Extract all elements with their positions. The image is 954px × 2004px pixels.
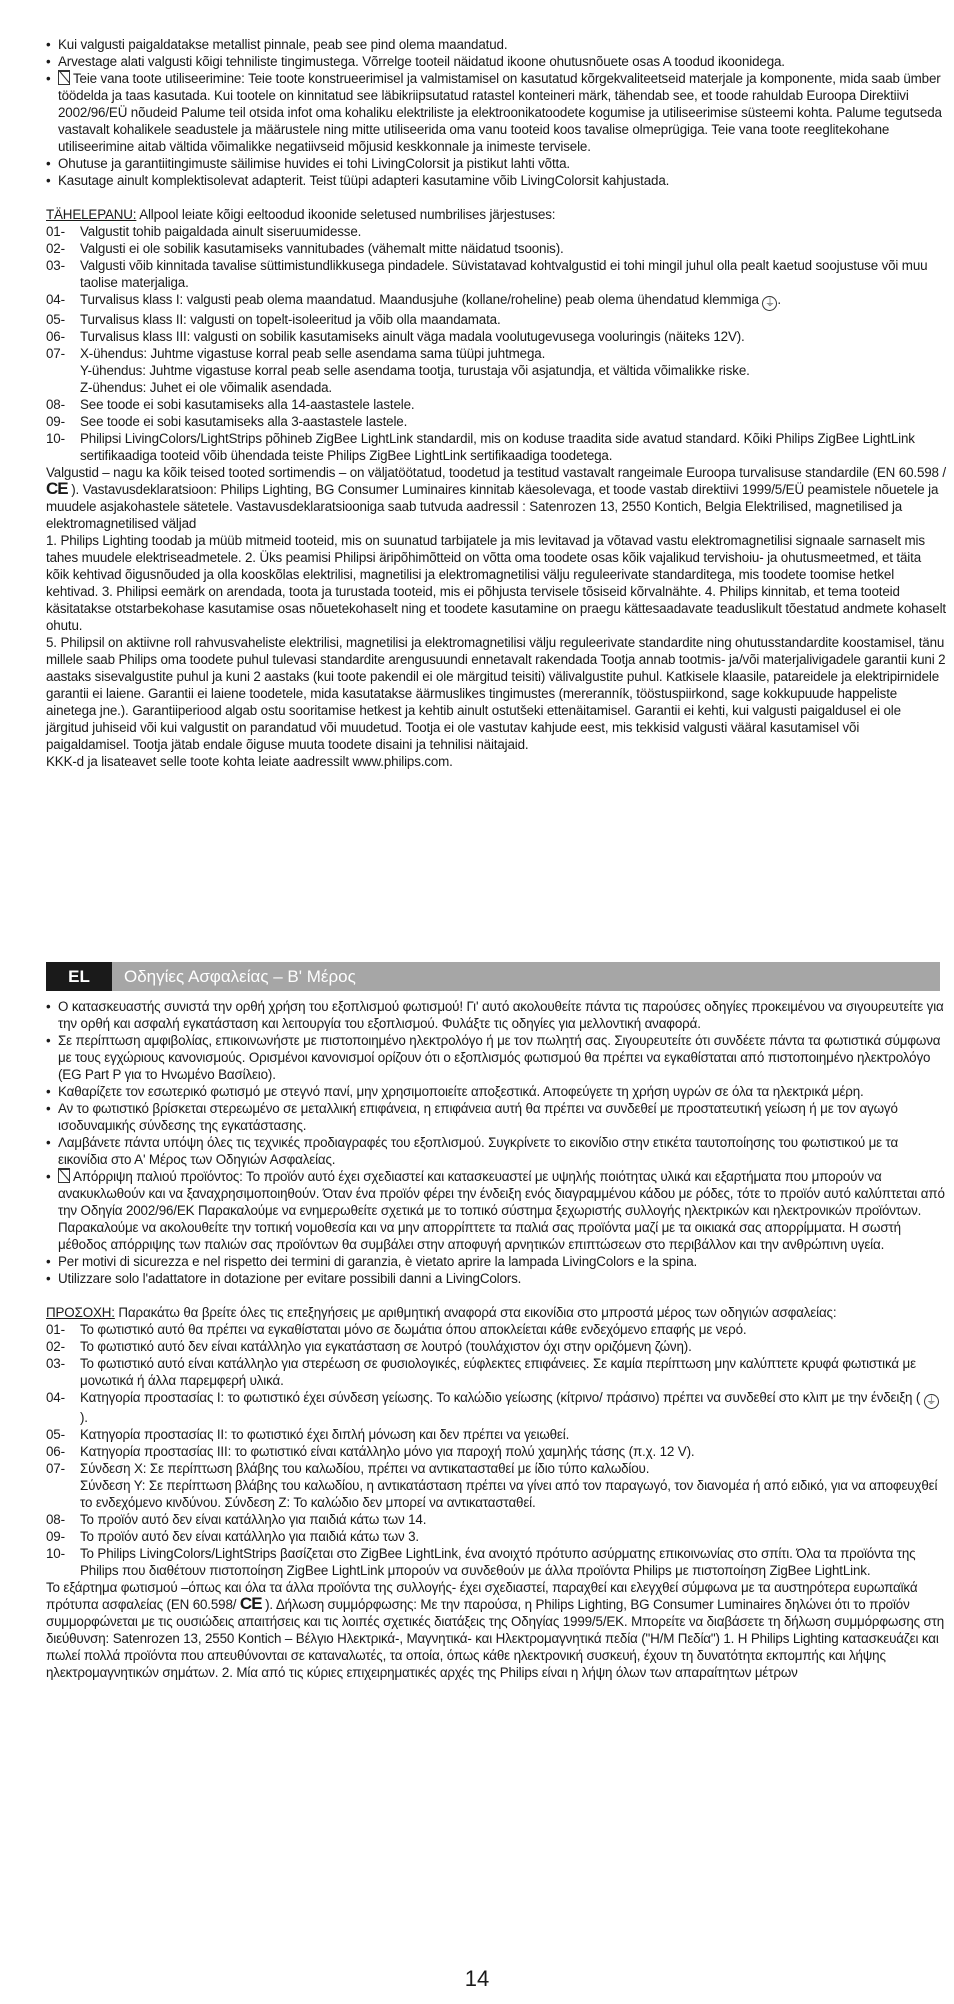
et-warranty-paragraph: 5. Philipsil on aktiivne roll rahvusvaheliste elektrilisi, magnetilisi ja elektromagnetilisi välju reguleerivate standardite ning ohutusstandardite koostamisel, tänu millele saab Philips oma toodete puhul tulevasi standardite arengusuundi ennetavalt rakendada Tootja annab tootmis- ja/või materjalivigadele garantii kuni 2 aastaks sisevalgustite puhul ja kuni 2 aastaks (kui toote pakendil ei ole märgitud teisiti) välivalgustite puhul. Katkisele klaasile, patareidele ja elektripirnidele garantii ei laiene. Garantii ei laiene toodetele, mida kasutatakse äärmuslikes tingimustes (mereranník, tööstuspiirkond, sage kokkupuude happeliste ainetega jne.). Garantiiperiood algab ostu sooritamise hetkest ja kehtib ainult ostutšeki ettenäitamisel. Garantii ei kehti, kui valgusti paigaldusel ei ole järgitud juhiseid või kui valgustit on parandatud või muudetud. Tootja ei ole vastutav kahjude eest, mis tekkisid valgusti vääral kasutamisel või paigaldamisel. Tootja jätab endale õiguse muuta toodete disaini ja tehnilisi näitajaid. (46, 635, 946, 752)
et-bullet-list (46, 36, 946, 189)
list-item: • Per motivi di sicurezza e nel rispetto dei termini di garanzia, è vietato aprire la lampada LivingColors e la spina. (46, 1253, 946, 1270)
list-item: 07- X-ühendus: Juhtme vigastuse korral peab selle asendama sama tüüpi juhtmega. Y-ühendus: Juhtme vigastuse korral peab selle asendama tootja, turustaja või asjatundja, et vältida võimalikke riske. Z-ühendus: Juhet ei ole võimalik asendada. (46, 346, 750, 395)
list-item: • Utilizzare solo l'adattatore in dotazione per evitare possibili danni a LivingColors. (46, 1270, 946, 1287)
list-item: 09- Το προϊόν αυτό δεν είναι κατάλληλο για παιδιά κάτω των 3. (46, 1529, 419, 1544)
list-item: 04- Turvalisus klass I: valgusti peab olema maandatud. Maandusjuhe (kollane/roheline) peab olema ühendatud klemmiga ⏚ . (46, 292, 781, 309)
et-faq-line: KKK-d ja lisateavet selle toote kohta leiate aadressilt www.philips.com. (46, 754, 453, 769)
section-title: Οδηγίες Ασφαλείας – Β' Μέρος (124, 967, 356, 986)
et-note: TÄHELEPANU: Allpool leiate kõigi eeltoodud ikoonide seletused numbrilises järjestuses: (46, 207, 556, 222)
list-item: 01- Το φωτιστικό αυτό θα πρέπει να εγκαθίσταται μόνο σε δωμάτια όπου αποκλείεται κάθε ενδεχόμενο επαφής με νερό. (46, 1322, 747, 1337)
ce-mark-icon: CE (46, 479, 68, 498)
ground-icon: ⏚ (762, 296, 777, 311)
list-item: 09- See toode ei sobi kasutamiseks alla 3-aastastele lastele. (46, 414, 408, 429)
list-item: • Ο κατασκευαστής συνιστά την ορθή χρήση του εξοπλισμού φωτισμού! Γι' αυτό ακολουθείτε πάντα τις παρούσες οδηγίες προκειμένου να σιγουρευτείτε για την ορθή και ασφαλή εγκατάσταση και λειτουργία του εξοπλισμού. Φυλάξτε τις οδηγίες για μελλοντική αναφορά. (46, 998, 946, 1032)
list-item: 08- Το προϊόν αυτό δεν είναι κατάλληλο για παιδιά κάτω των 14. (46, 1512, 427, 1527)
list-item: • Arvestage alati valgusti kõigi tehniliste tingimustega. Võrrelge tooteil näidatud ikoone ohutusnõuete osas A toodud ikoonidega. (46, 53, 946, 70)
list-item: 10- Το Philips LivingColors/LightStrips βασίζεται στο ZigBee LightLink, ένα ανοιχτό πρότυπο ασύρματης επικοινωνίας στο σπίτι. Όλα τα προϊόντα της Philips που διαθέτουν πιστοποίηση ZigBee LightLink μπορούν να συνδεθούν με άλλα προϊόντα Philips με πιστοποίηση ZigBee LightLink. (46, 1546, 916, 1578)
el-note: ΠΡΟΣΟΧΗ: Παρακάτω θα βρείτε όλες τις επεξηγήσεις με αριθμητική αναφορά στα εικονίδια στο μπροστά μέρος των οδηγιών ασφαλείας: (46, 1305, 837, 1320)
crossed-bin-icon (58, 1168, 70, 1183)
page-number: 14 (464, 1966, 490, 1991)
section-header-bar (46, 962, 940, 991)
ce-mark-icon: CE (239, 1594, 262, 1613)
et-section (46, 36, 946, 770)
list-item: 03- Valgusti võib kinnitada tavalise süttimistundlikkusega pindadele. Süvistatavad kohtvalgustid ei tohi mingil juhul olla pealt kaetud soojustuse või muu taolise materjaliga. (46, 258, 928, 290)
list-item: 05- Κατηγορία προστασίας ΙΙ: το φωτιστικό έχει διπλή μόνωση και δεν πρέπει να γειωθεί. (46, 1427, 570, 1442)
list-item: 01- Valgustit tohib paigaldada ainult siseruumidesse. (46, 224, 362, 239)
el-numbered-list (46, 1321, 946, 1579)
list-item: 10- Philipsi LivingColors/LightStrips põhineb ZigBee LightLink standardil, mis on koduse traadita side avatud standard. Kõiki Philips ZigBee LightLink sertifikaadiga tooteid võib ühendada teiste Philips ZigBee LightLink sertifikaadiga toodetega. (46, 431, 915, 463)
el-bullet-list (46, 998, 946, 1287)
et-numbered-list (46, 223, 946, 464)
list-item: 08- See toode ei sobi kasutamiseks alla 14-aastastele lastele. (46, 397, 415, 412)
list-item: 02- Valgusti ei ole sobilik kasutamiseks vannitubades (vähemalt mitte näidatud tsoonis). (46, 241, 564, 256)
list-item: • Καθαρίζετε τον εσωτερικό φωτισμό με στεγνό πανί, μην χρησιμοποιείτε αποξεστικά. Αποφεύγετε τη χρήση υγρών σε όλα τα ηλεκτρικά μέρη. (46, 1083, 946, 1100)
list-item: • Αν το φωτιστικό βρίσκεται στερεωμένο σε μεταλλική επιφάνεια, η επιφάνεια αυτή θα πρέπει να συνδεθεί με προστατευτική γείωση ή με τον αγωγό ισοδυναμικής σύνδεσης της εγκατάστασης. (46, 1100, 946, 1134)
list-item: 07- Σύνδεση Χ: Σε περίπτωση βλάβης του καλωδίου, πρέπει να αντικατασταθεί με ίδιο τύπο καλωδίου. Σύνδεση Υ: Σε περίπτωση βλάβης του καλωδίου, η αντικατάσταση πρέπει να γίνει από τον παραγωγό, τον διανομέα ή από ειδικό, για να αποφευχθεί το ενδεχόμενο κινδύνου. Σύνδεση Ζ: Το καλώδιο δεν μπορεί να αντικατασταθεί. (46, 1461, 938, 1510)
list-item: 04- Κατηγορία προστασίας Ι: το φωτιστικό έχει σύνδεση γείωσης. Το καλώδιο γείωσης (κίτρινο/ πράσινο) πρέπει να συνδεθεί στο κλιπ με την ένδειξη ( ⏚ ). (46, 1389, 946, 1426)
list-item: • Λαμβάνετε πάντα υπόψη όλες τις τεχνικές προδιαγραφές του εξοπλισμού. Συγκρίνετε το εικονίδιο στην ετικέτα ταυτοποίησης του φωτιστικού με τα εικονίδια στο Α' Μέρος των Οδηγιών Ασφαλείας. (46, 1134, 946, 1168)
el-section (46, 998, 946, 1681)
list-item: 06- Κατηγορία προστασίας ΙΙΙ: το φωτιστικό είναι κατάλληλο μόνο για παροχή πολύ χαμηλής τάσης (π.χ. 12 V). (46, 1444, 695, 1459)
list-item: • Σε περίπτωση αμφιβολίας, επικοινωνήστε με πιστοποιημένο ηλεκτρολόγο ή με τον πωλητή σας. Σιγουρευτείτε ότι συνδέετε πάντα τα φωτιστικά σύμφωνα με τους εγχώριους κανονισμούς. Ορισμένοι κανονισμοί ορίζουν ότι ο εξοπλισμός φωτισμού θα πρέπει να εγκαθίσταται από πιστοποιημένο ηλεκτρολόγο (EG Part P για το Ηνωμένο Βασίλειο). (46, 1032, 946, 1083)
language-code-badge: EL (46, 962, 112, 991)
list-item: • Teie vana toote utiliseerimine: Teie toote konstrueerimisel ja valmistamisel on kasutatud kõrgekvaliteetseid materjale ja komponente, mida saab ümber töödelda ja taas kasutada. Kui tootele on kinnitatud see läbikriipsutatud ratastel konteineri märk, tähendab see, et toode rahuldab Euroopa Direktiivi 2002/96/EÜ nõudeid Palume teil otsida infot oma kohaliku elektriliste ja elektroonikatoodete kogumise ja utiliseerimise süsteemi kohta. Palume tegutseda vastavalt kohalikele seadustele ja määrustele ning mitte utiliseerida oma vanu tooteid koos tavalise olmeprügiga. Teie vana toote reeglitekohane utiliseerimine aitab vältida võimalikke negatiivseid mõjusid keskkonnale ja inimeste tervisele. (46, 70, 946, 155)
note-label: TÄHELEPANU: (46, 207, 137, 222)
note-label: ΠΡΟΣΟΧΗ: (46, 1305, 115, 1320)
list-item: • Kasutage ainult komplektisolevat adapterit. Teist tüüpi adapteri kasutamine võib LivingColorsit kahjustada. (46, 172, 946, 189)
list-item: • Απόρριψη παλιού προϊόντος: Το προϊόν αυτό έχει σχεδιαστεί και κατασκευαστεί με υψηλής ποιότητας υλικά και εξαρτήματα που μπορούν να ανακυκλωθούν και να ξαναχρησιμοποιηθούν. Όταν ένα προϊόν φέρει την ένδειξη ενός διαγραμμένου κάδου με ρόδες, τότε το προϊόν αυτό καλύπτεται από την Οδηγία 2002/96/ΕΚ Παρακαλούμε να ενημερωθείτε σχετικά με το τοπικό σύστημα ξεχωριστής συλλογής ηλεκτρικών και ηλεκτρονικών προϊόντων. Παρακαλούμε να ακολουθείτε την τοπική νομοθεσία και να μην απορρίπτετε τα παλιά σας προϊόντα μαζί με τα οικιακά σας απορρίμματα. Η σωστή μέθοδος απόρριψης των παλιών σας προϊόντων θα συμβάλει στην αποφυγή αρνητικών επιπτώσεων στο περιβάλλον και την ανθρώπινη υγεία. (46, 1168, 946, 1253)
list-item: • Ohutuse ja garantiitingimuste säilimise huvides ei tohi LivingColorsit ja pistikut lahti võtta. (46, 155, 946, 172)
list-item: 02- Το φωτιστικό αυτό δεν είναι κατάλληλο για εγκατάσταση σε λουτρό (τουλάχιστον όχι στην οριζόμενη ζώνη). (46, 1339, 692, 1354)
list-item: 03- Το φωτιστικό αυτό είναι κατάλληλο για στερέωση σε φυσιολογικές, εύφλεκτες επιφάνειες. Σε καμία περίπτωση μην καλύπτετε κρυφά φωτιστικά με μονωτικά ή άλλα παρεμφερή υλικά. (46, 1356, 916, 1388)
list-item: 05- Turvalisus klass II: valgusti on topelt-isoleeritud ja võib olla maandamata. (46, 312, 501, 327)
et-emf-paragraph: 1. Philips Lighting toodab ja müüb mitmeid tooteid, mis on suunatud tarbijatele ja mis levitavad ja võtavad vastu elektromagnetilisi signaale sarnaselt mis tahes muudele elektriseadmetele. 2. Üks peamisi Philipsi äripõhimõtteid on võtta oma toodete osas kõik vajalikud tervishoiu- ja ohutusmeetmed, et täita kõik kehtivad õigusnõuded ja olla kooskõlas elektrilisi, magnetilisi ja elektromagnetilisi välju reguleerivate standarditega, mis toodete toomise hetkel kehtivad. 3. Philipsi eemärk on arendada, toota ja turustada tooteid, mis ei põhjusta tervisele tõsiseid kõrvalnähte. 4. Philips kinnitab, et tema tooteid käsitatakse otstarbekohase kasutamise osas nõuetekohaselt ning et toodete kasutamine on praegu kättesaadavate teaduslikult tõestatud andmete kohaselt ohutu. (46, 533, 946, 633)
list-item: 06- Turvalisus klass III: valgusti on sobilik kasutamiseks ainult väga madala voolutugevusega vooluringis (näiteks 12V). (46, 329, 745, 344)
list-item: • Kui valgusti paigaldatakse metallist pinnale, peab see pind olema maandatud. (46, 36, 946, 53)
el-conformity-paragraph: Το εξάρτημα φωτισμού –όπως και όλα τα άλλα προϊόντα της συλλογής- έχει σχεδιαστεί, παραχθεί και ελεγχθεί σύμφωνα με τα αυστηρότερα ευρωπαϊκά πρότυπα ασφαλείας (EN 60.598/ CE ). Δήλωση συμμόρφωσης: Με την παρούσα, η Philips Lighting, BG Consumer Luminaires δηλώνει ότι το προϊόν συμμορφώνεται με τις ουσιώδεις απαιτήσεις και τις λοιπές σχετικές διατάξεις της Οδηγίας 1999/5/ΕΚ. Μπορείτε να διαβάσετε τη δήλωση συμμόρφωσης στη διεύθυνση: Satenrozen 13, 2550 Kontich – Βέλγιο Ηλεκτρικά-, Μαγνητικά- και Ηλεκτρομαγνητικά πεδία ("Η/Μ Πεδία") 1. Η Philips Lighting κατασκευάζει και πωλεί πολλά προϊόντα που απευθύνονται σε καταναλωτές, τα οποία, όπως κάθε ηλεκτρονική συσκευή, έχουν τη δυνατότητα εκπομπής και λήψης ηλεκτρομαγνητικών σημάτων. 2. Μία από τις κύριες επιχειρηματικές αρχές της Philips είναι η λήψη όλων των απαραίτητων μέτρων (46, 1580, 945, 1680)
crossed-bin-icon (58, 70, 70, 85)
et-conformity-paragraph: Valgustid – nagu ka kõik teised tooted sortimendis – on väljatöötatud, toodetud ja testitud vastavalt rangeimale Euroopa turvalisuse standardile (EN 60.598 / CE ). Vastavusdeklaratsioon: Philips Lighting, BG Consumer Luminaires kinnitab käesolevaga, et toode vastab direktiivi 1999/5/EÜ peamistele nõuetele ja muudele asjakohastele sätetele. Vastavusdeklaratsiooniga saab tutvuda aadressil : Satenrozen 13, 2550 Kontich, Belgia Elektrilised, magnetilised ja elektromagnetilised väljad (46, 465, 946, 531)
ground-icon: ⏚ (924, 1394, 939, 1409)
